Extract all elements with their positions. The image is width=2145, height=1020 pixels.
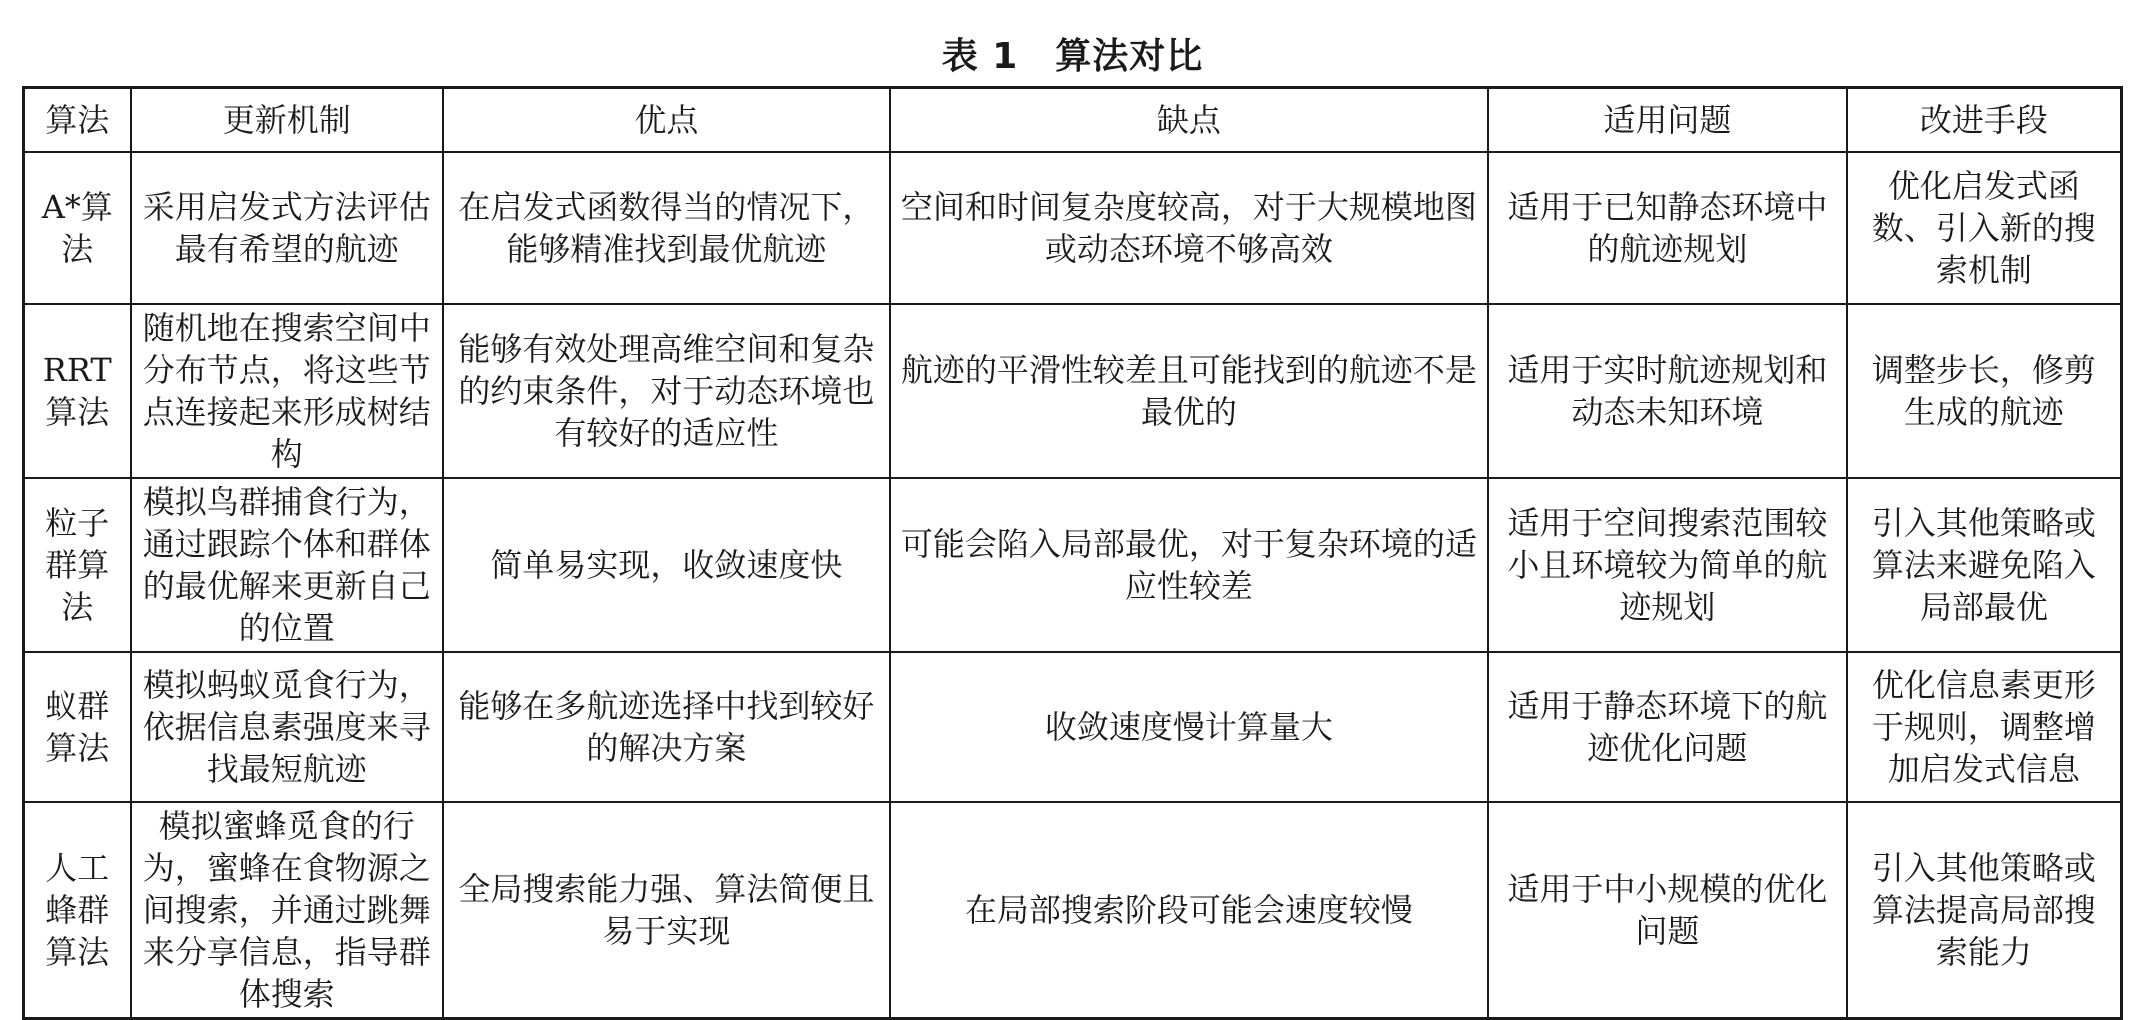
disadvantages-cell: 可能会陷入局部最优，对于复杂环境的适应性较差 xyxy=(890,478,1488,652)
improvement-cell: 引入其他策略或算法提高局部搜索能力 xyxy=(1847,802,2122,1019)
applicable-cell: 适用于静态环境下的航迹优化问题 xyxy=(1488,652,1847,802)
update-mechanism-cell: 采用启发式方法评估最有希望的航迹 xyxy=(131,152,443,304)
table-row xyxy=(24,652,2122,802)
advantages-cell: 能够在多航迹选择中找到较好的解决方案 xyxy=(443,652,890,802)
algorithm-name: RRT算法 xyxy=(24,304,131,478)
header-applicable-problems: 适用问题 xyxy=(1488,88,1847,153)
improvement-cell: 优化信息素更形于规则，调整增加启发式信息 xyxy=(1847,652,2122,802)
header-row xyxy=(24,88,2122,153)
algorithm-name: 粒子群算法 xyxy=(24,478,131,652)
advantages-cell: 在启发式函数得当的情况下，能够精准找到最优航迹 xyxy=(443,152,890,304)
applicable-cell: 适用于实时航迹规划和动态未知环境 xyxy=(1488,304,1847,478)
header-disadvantages: 缺点 xyxy=(890,88,1488,153)
header-improvements: 改进手段 xyxy=(1847,88,2122,153)
disadvantages-cell: 收敛速度慢计算量大 xyxy=(890,652,1488,802)
applicable-cell: 适用于中小规模的优化问题 xyxy=(1488,802,1847,1019)
table-row xyxy=(24,152,2122,304)
table-row xyxy=(24,802,2122,1019)
improvement-cell: 引入其他策略或算法来避免陷入局部最优 xyxy=(1847,478,2122,652)
algorithm-name: 蚁群算法 xyxy=(24,652,131,802)
update-mechanism-cell: 模拟蚂蚁觅食行为，依据信息素强度来寻找最短航迹 xyxy=(131,652,443,802)
algorithm-name: A*算法 xyxy=(24,152,131,304)
advantages-cell: 全局搜索能力强、算法简便且易于实现 xyxy=(443,802,890,1019)
table-row xyxy=(24,478,2122,652)
advantages-cell: 简单易实现，收敛速度快 xyxy=(443,478,890,652)
update-mechanism-cell: 模拟鸟群捕食行为，通过跟踪个体和群体的最优解来更新自己的位置 xyxy=(131,478,443,652)
improvement-cell: 优化启发式函数、引入新的搜索机制 xyxy=(1847,152,2122,304)
update-mechanism-cell: 模拟蜜蜂觅食的行为，蜜蜂在食物源之间搜索，并通过跳舞来分享信息，指导群体搜索 xyxy=(131,802,443,1019)
applicable-cell: 适用于已知静态环境中的航迹规划 xyxy=(1488,152,1847,304)
update-mechanism-cell: 随机地在搜索空间中分布节点，将这些节点连接起来形成树结构 xyxy=(131,304,443,478)
algorithm-comparison-table xyxy=(22,86,2123,1020)
disadvantages-cell: 空间和时间复杂度较高，对于大规模地图或动态环境不够高效 xyxy=(890,152,1488,304)
algorithm-name: 人工蜂群算法 xyxy=(24,802,131,1019)
disadvantages-cell: 航迹的平滑性较差且可能找到的航迹不是最优的 xyxy=(890,304,1488,478)
advantages-cell: 能够有效处理高维空间和复杂的约束条件，对于动态环境也有较好的适应性 xyxy=(443,304,890,478)
table-row xyxy=(24,304,2122,478)
header-update-mechanism: 更新机制 xyxy=(131,88,443,153)
applicable-cell: 适用于空间搜索范围较小且环境较为简单的航迹规划 xyxy=(1488,478,1847,652)
disadvantages-cell: 在局部搜索阶段可能会速度较慢 xyxy=(890,802,1488,1019)
table-caption: 表 1 算法对比 xyxy=(941,36,1204,77)
header-advantages: 优点 xyxy=(443,88,890,153)
header-algorithm: 算法 xyxy=(24,88,131,153)
improvement-cell: 调整步长，修剪生成的航迹 xyxy=(1847,304,2122,478)
